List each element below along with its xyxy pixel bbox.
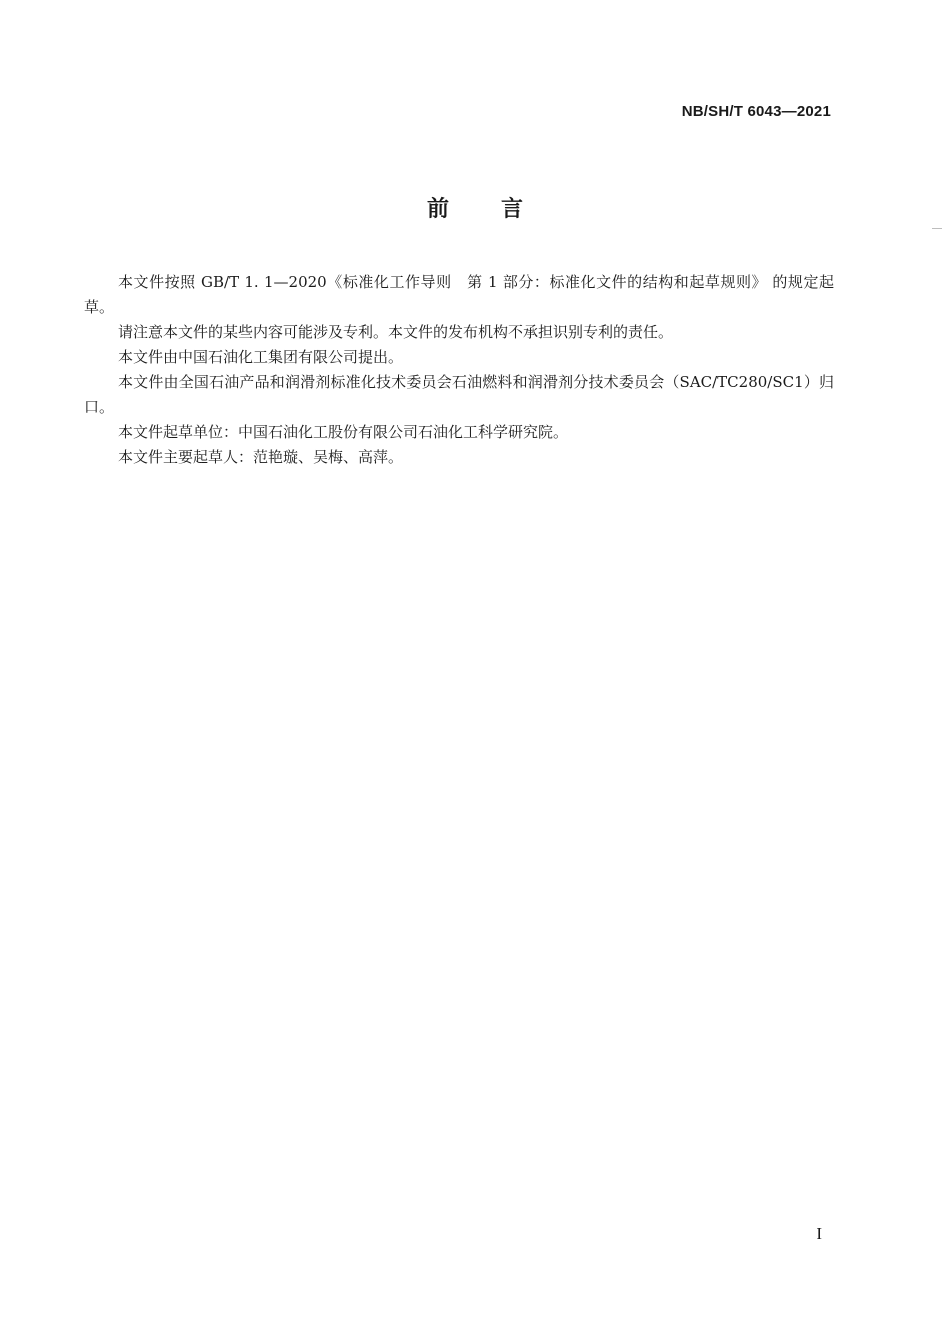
title-char-1: 前 [426, 197, 449, 222]
page-number: I [816, 1224, 822, 1243]
title-char-2: 言 [501, 197, 524, 222]
page-title [0, 192, 950, 223]
document-code: NB/SH/T 6043—2021 [681, 103, 831, 120]
scan-edge-mark [932, 228, 942, 229]
paragraph-drafting-rules: 本文件按照 GB/T 1. 1—2020《标准化工作导则 第 1 部分：标准化文件的结构和起草规则》 的规定起草。 [84, 273, 834, 316]
paragraph-drafting-unit: 本文件起草单位：中国石油化工股份有限公司石油化工科学研究院。 [118, 423, 569, 441]
preface-body [84, 270, 834, 470]
paragraph-committee: 本文件由全国石油产品和润滑剂标准化技术委员会石油燃料和润滑剂分技术委员会（SAC/TC280/SC1）归口。 [84, 373, 834, 416]
paragraph-drafters: 本文件主要起草人：范艳璇、吴梅、高萍。 [118, 448, 404, 466]
paragraph-proposer: 本文件由中国石油化工集团有限公司提出。 [118, 348, 404, 366]
paragraph-patent-notice: 请注意本文件的某些内容可能涉及专利。本文件的发布机构不承担识别专利的责任。 [118, 323, 674, 341]
